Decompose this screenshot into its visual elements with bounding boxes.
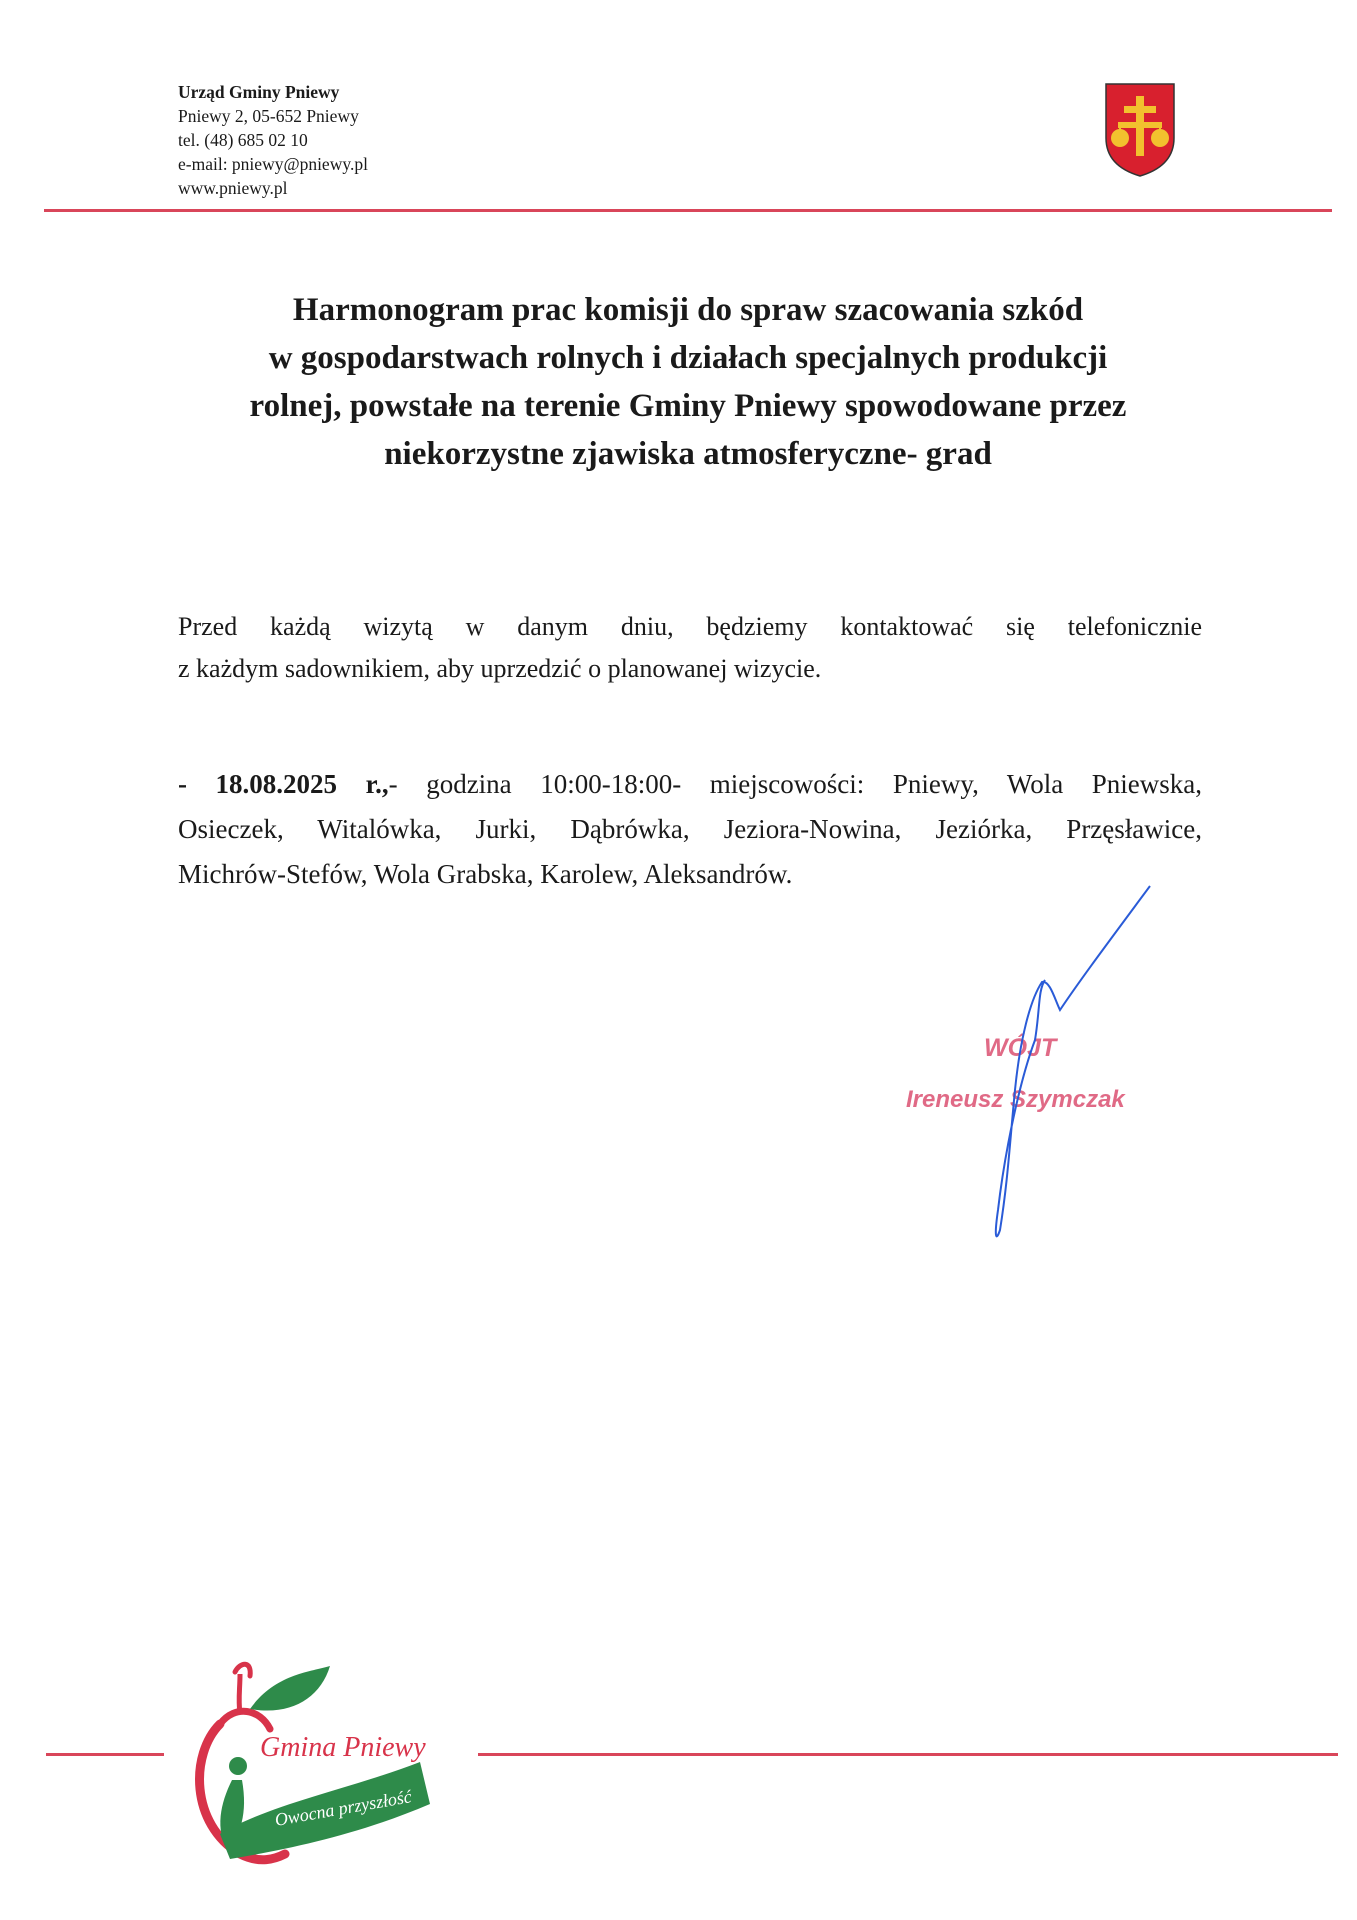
header-divider	[44, 209, 1332, 212]
schedule-paragraph	[178, 762, 1202, 897]
organization-name: Urząd Gminy Pniewy	[178, 82, 340, 102]
document-title	[120, 286, 1256, 478]
title-line: w gospodarstwach rolnych i działach specjalnych produkcji	[268, 340, 1108, 376]
address-line: Pniewy 2, 05-652 Pniewy	[178, 106, 359, 126]
gmina-pniewy-logo	[180, 1654, 480, 1874]
letterhead-address	[178, 80, 368, 200]
schedule-line: Osieczek, Witalówka, Jurki, Dąbrówka, Jeziora-Nowina, Jeziórka, Przęsławice,	[178, 814, 1202, 844]
schedule-line: Michrów-Stefów, Wola Grabska, Karolew, Aleksandrów.	[178, 859, 793, 889]
logo-slogan: Owocna przyszłość	[273, 1786, 414, 1830]
title-line: Harmonogram prac komisji do spraw szacowania szkód	[292, 292, 1084, 328]
logo-name: Gmina Pniewy	[260, 1732, 426, 1763]
intro-line: z każdym sadownikiem, aby uprzedzić o planowanej wizycie.	[178, 654, 822, 683]
stamp-name: Ireneusz Szymczak	[906, 1086, 1125, 1113]
stamp-title: WÓJT	[984, 1034, 1057, 1062]
schedule-hours: - godzina 10:00-18:00- miejscowości: Pniewy, Wola Pniewska,	[388, 769, 1203, 799]
title-line: rolnej, powstałe na terenie Gminy Pniewy spowodowane przez	[249, 388, 1127, 424]
email-line: e-mail: pniewy@pniewy.pl	[178, 154, 368, 174]
intro-line: Przed każdą wizytą w danym dniu, będziemy kontaktować się telefonicznie	[178, 612, 1202, 641]
website-line: www.pniewy.pl	[178, 178, 288, 198]
schedule-line	[178, 762, 1202, 807]
title-line: niekorzystne zjawiska atmosferyczne- grad	[384, 436, 992, 472]
coat-of-arms-icon	[1104, 82, 1176, 178]
footer-divider-left	[46, 1753, 164, 1756]
handwritten-signature	[960, 880, 1160, 1250]
intro-paragraph	[178, 606, 1202, 690]
footer-divider-right	[478, 1753, 1338, 1756]
phone-line: tel. (48) 685 02 10	[178, 130, 308, 150]
schedule-date: - 18.08.2025 r.,	[178, 769, 389, 799]
